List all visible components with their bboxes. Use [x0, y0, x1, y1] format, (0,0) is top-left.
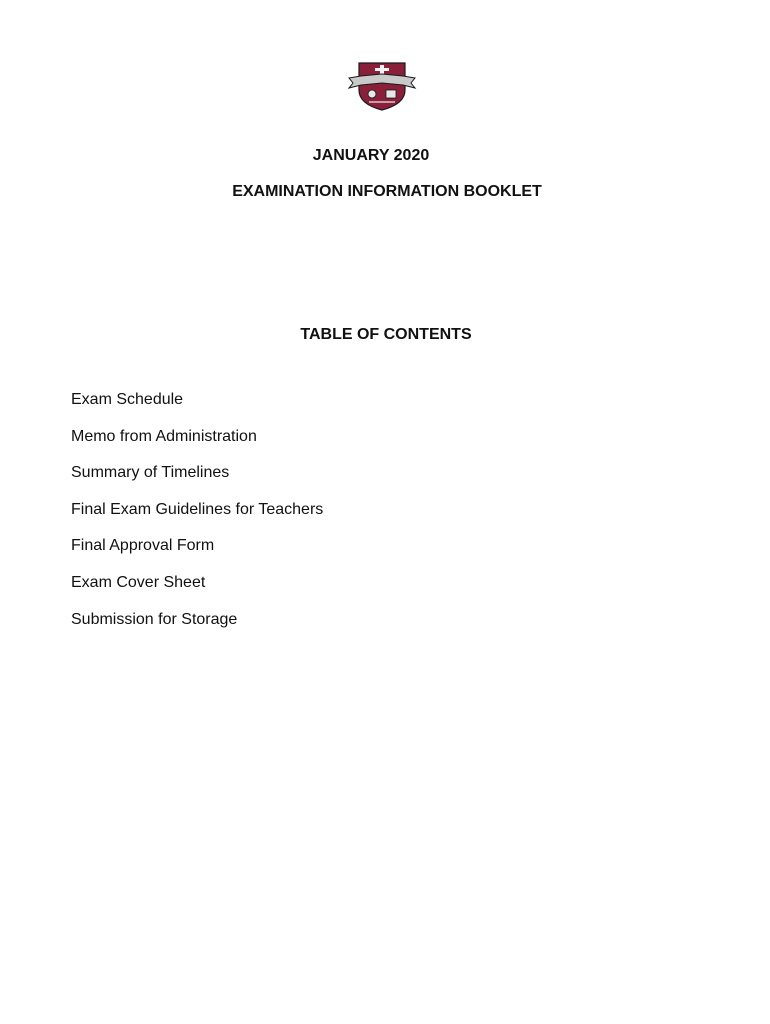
- document-title: EXAMINATION INFORMATION BOOKLET: [232, 183, 542, 200]
- toc-item-exam-cover-sheet: Exam Cover Sheet: [71, 573, 206, 591]
- toc-item-submission-for-storage: Submission for Storage: [71, 610, 238, 628]
- toc-item-memo-from-administration: Memo from Administration: [71, 427, 257, 445]
- toc-item-final-exam-guidelines: Final Exam Guidelines for Teachers: [71, 500, 324, 518]
- toc-list: [71, 390, 323, 646]
- crest-cross-horizontal: [375, 68, 389, 71]
- toc-heading: TABLE OF CONTENTS: [300, 326, 472, 343]
- toc-item-summary-of-timelines: Summary of Timelines: [71, 464, 230, 482]
- toc-item-final-approval-form: Final Approval Form: [71, 537, 215, 555]
- school-crest-icon: [345, 60, 419, 112]
- document-date: JANUARY 2020: [312, 147, 430, 164]
- toc-item-exam-schedule: Exam Schedule: [71, 391, 184, 408]
- crest-emblem-right: [386, 90, 396, 98]
- crest-emblem-left: [368, 90, 376, 98]
